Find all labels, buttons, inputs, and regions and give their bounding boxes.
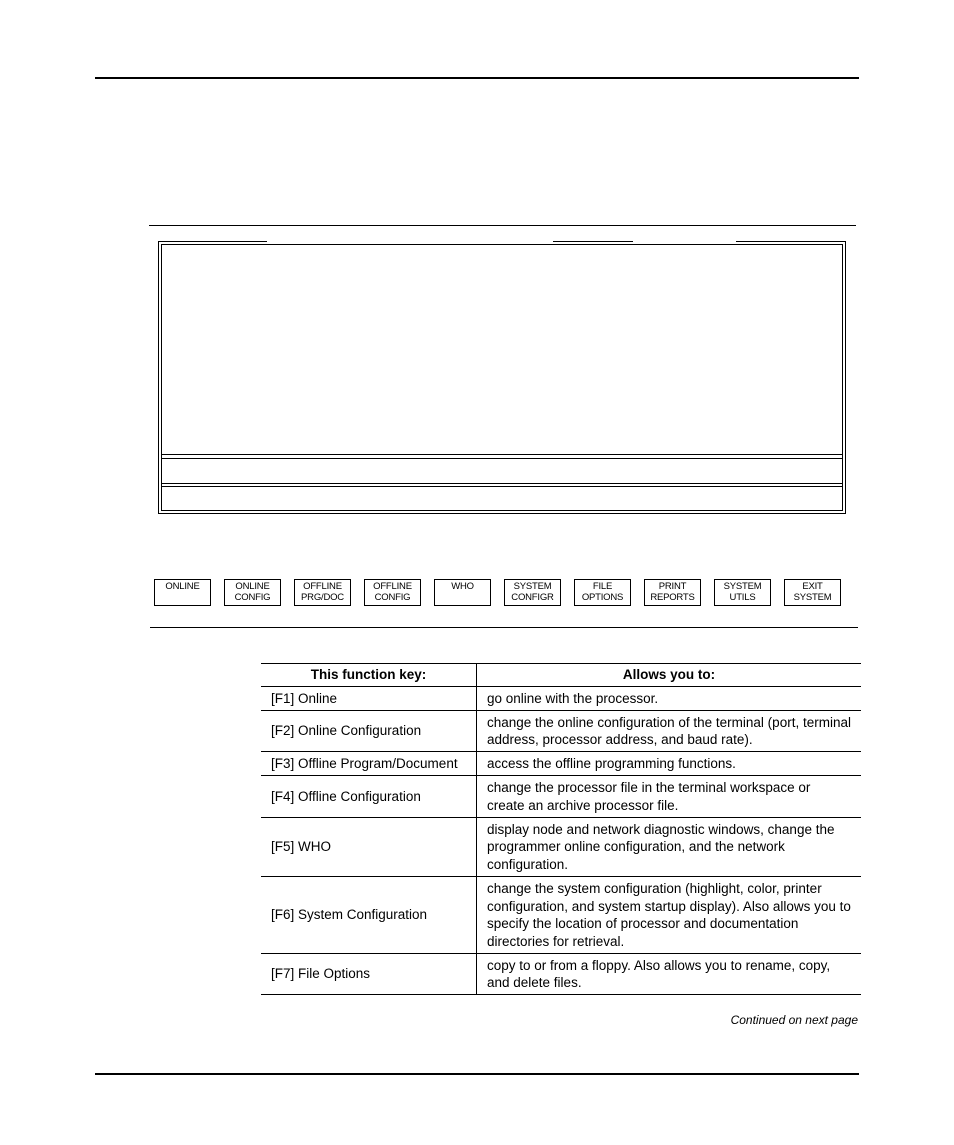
table-row: [261, 776, 861, 818]
continued-note: Continued on next page: [730, 1013, 858, 1027]
bottom-rule: [95, 1073, 859, 1075]
screen-tab-gap-2: [633, 240, 736, 243]
fkey-label-line1: WHO: [451, 581, 474, 592]
screen-divider-3: [162, 483, 842, 484]
fkey-f9-system-utils[interactable]: [714, 579, 771, 606]
screen-divider-1: [162, 454, 842, 455]
fkey-label-line1: ONLINE: [235, 581, 270, 592]
fkey-label-line2: CONFIGR: [511, 592, 554, 603]
fkey-label-line2: SYSTEM: [793, 592, 832, 603]
screen-tab-gap-1: [267, 240, 553, 243]
table-cell-key: [F1] Online: [261, 687, 477, 711]
fkey-f1-online[interactable]: [154, 579, 211, 606]
table-cell-desc: change the online configuration of the terminal (port, terminal address, processor address, and baud rate).: [477, 711, 862, 752]
fkey-label-line1: PRINT: [658, 581, 687, 592]
fkey-label-line1: OFFLINE: [303, 581, 342, 592]
table-row: [261, 752, 861, 776]
fkey-label-line1: ONLINE: [165, 581, 200, 592]
table-cell-key: [F6] System Configuration: [261, 877, 477, 954]
fkey-f5-who[interactable]: [434, 579, 491, 606]
figure-bottom-rule: [150, 627, 858, 628]
fkey-label-line1: SYSTEM: [723, 581, 762, 592]
screen-tab-line-2: [553, 241, 633, 242]
function-key-table: [261, 663, 861, 995]
screen-tab-line-3: [736, 241, 845, 242]
table-header-allows: Allows you to:: [477, 664, 862, 687]
fkey-f10-exit-system[interactable]: [784, 579, 841, 606]
table-cell-desc: change the processor file in the terminal workspace or create an archive processor file.: [477, 776, 862, 818]
table-cell-desc: copy to or from a floppy. Also allows you to rename, copy, and delete files.: [477, 954, 862, 995]
screen-inner-border: [161, 244, 843, 511]
table-cell-desc: go online with the processor.: [477, 687, 862, 711]
table-cell-key: [F7] File Options: [261, 954, 477, 995]
fkey-label-line2: CONFIG: [234, 592, 271, 603]
fkey-label-line1: EXIT: [802, 581, 823, 592]
table-header-key: This function key:: [261, 664, 477, 687]
table-cell-desc: display node and network diagnostic windows, change the programmer online configuration, and the network configuration.: [477, 818, 862, 877]
screen-divider-4: [162, 486, 842, 487]
fkey-label-line2: UTILS: [729, 592, 756, 603]
table-row: [261, 818, 861, 877]
fkey-f8-print-reports[interactable]: [644, 579, 701, 606]
table-cell-key: [F5] WHO: [261, 818, 477, 877]
table-cell-key: [F3] Offline Program/Document: [261, 752, 477, 776]
fkey-label-line2: CONFIG: [374, 592, 411, 603]
fkey-label-line2: OPTIONS: [581, 592, 624, 603]
fkey-label-line2: PRG/DOC: [301, 592, 344, 603]
fkey-label-line2: REPORTS: [650, 592, 695, 603]
table-row: [261, 877, 861, 954]
table-row: [261, 954, 861, 995]
screen-divider-2: [162, 458, 842, 459]
table-cell-key: [F2] Online Configuration: [261, 711, 477, 752]
fkey-f3-offline-prgdoc[interactable]: [294, 579, 351, 606]
table-header-row: [261, 664, 861, 687]
fkey-f2-online-config[interactable]: [224, 579, 281, 606]
fkey-f6-system-configr[interactable]: [504, 579, 561, 606]
fkey-label-line1: OFFLINE: [373, 581, 412, 592]
function-key-bar: [154, 579, 854, 607]
table-cell-desc: access the offline programming functions.: [477, 752, 862, 776]
fkey-label-line1: FILE: [592, 581, 613, 592]
fkey-f4-offline-config[interactable]: [364, 579, 421, 606]
top-rule: [95, 77, 859, 79]
screen-tab-line-1: [159, 241, 267, 242]
fkey-label-line1: SYSTEM: [513, 581, 552, 592]
table-row: [261, 711, 861, 752]
table-row: [261, 687, 861, 711]
fkey-f7-file-options[interactable]: [574, 579, 631, 606]
table-cell-desc: change the system configuration (highlight, color, printer configuration, and system startup display). Also allows you to specify the location of processor and documentation directories for retrieval.: [477, 877, 862, 954]
table-cell-key: [F4] Offline Configuration: [261, 776, 477, 818]
figure-top-rule: [149, 225, 856, 226]
